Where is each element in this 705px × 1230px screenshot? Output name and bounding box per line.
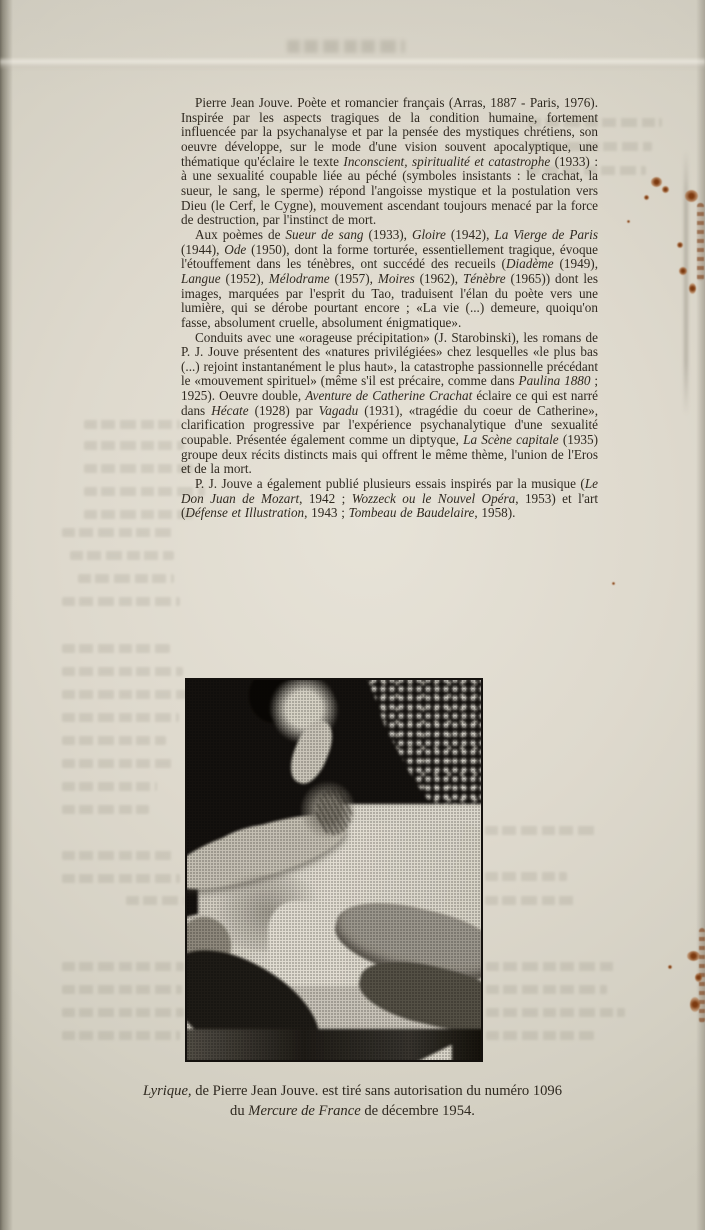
ghost-text-artifact — [62, 667, 183, 676]
foxing-stain — [685, 190, 698, 202]
ghost-text-artifact — [62, 1008, 184, 1017]
ghost-text-artifact — [84, 510, 195, 519]
foxing-stain — [677, 242, 683, 248]
foxing-stain — [695, 973, 702, 982]
ghost-text-artifact — [62, 805, 149, 814]
photo-caption — [0, 1082, 705, 1121]
ghost-text-artifact — [62, 713, 179, 722]
ghost-text-artifact — [62, 597, 180, 606]
ghost-text-artifact — [62, 851, 173, 860]
ghost-text-artifact — [126, 896, 184, 905]
ghost-text-artifact — [62, 759, 174, 768]
caption-line: du Mercure de France de décembre 1954. — [230, 1102, 475, 1119]
photo-halftone-grain — [187, 680, 481, 1060]
foxing-stain — [612, 582, 615, 585]
foxing-stain — [662, 186, 669, 193]
ghost-text-artifact — [84, 441, 184, 450]
article-paragraph: Pierre Jean Jouve. Poète et romancier français (Arras, 1887 - Paris, 1976). Inspirée par les aspects tragiques de la condition humaine, fortement influencée par la psychanalyse et par la pensée des mystiques chrétiens, son oeuvre développe, sur le mode d'une vision souvent apocalyptique, une thématique qu'éclaire le texte Inconscient, spiritualité et catastrophe (1933) : à une sexualité coupable liée au péché (symboles insistants : le crachat, la sueur, le sang, le sperme) répond l'angoisse mystique et la postulation vers Dieu (le Cerf, le Cygne), mouvement ascendant toujours menacé par la force de destruction, par l'instinct de mort. — [181, 96, 598, 228]
ghost-text-artifact — [486, 1008, 625, 1017]
ghost-text-artifact — [62, 874, 180, 883]
ghost-text-artifact — [62, 962, 184, 971]
foxing-stain — [687, 951, 700, 961]
ghost-text-artifact — [62, 985, 182, 994]
page-right-edge-shadow — [696, 0, 705, 1230]
ghost-text-artifact — [486, 985, 607, 994]
article-paragraph: Conduits avec une «orageuse précipitation» (J. Starobinski), les romans de P. J. Jouve présentent des «natures privilégiées» chez lesquelles «le plus bas (...) rejoint instantanément le plus haut», la catastrophe passionnelle précédant le «mouvement spirituel» (même s'il est précaire, comme dans Paulina 1880 ; 1925). Oeuvre double, Aventure de Catherine Crachat éclaire ce qui est narré dans Hécate (1928) par Vagadu (1931), «tragédie du coeur de Catherine», clarification progressive par l'expérience psychanalytique d'une sexualité coupable. Présentée également comme un diptyque, La Scène capitale (1935) groupe deux récits distincts mais qui offrent le même thème, l'union de l'Eros et de la mort. — [181, 329, 598, 477]
foxing-stain — [627, 220, 630, 223]
ghost-text-artifact — [486, 1031, 594, 1040]
paper-crease — [0, 57, 705, 70]
foxing-stain — [689, 283, 696, 294]
ghost-text-artifact — [485, 896, 577, 905]
foxing-stain — [690, 997, 700, 1012]
photograph — [185, 678, 483, 1062]
ghost-text-artifact — [62, 782, 157, 791]
article-paragraph: Aux poèmes de Sueur de sang (1933), Gloire (1942), La Vierge de Paris (1944), Ode (1950), dont la forme torturée, essentiellement tragique, évoque l'étouffement dans les ténèbres, ont succédé des recueils (Diadème (1949), Langue (1952), Mélodrame (1957), Moires (1962), Ténèbre (1965)) dont les images, marquées par l'esprit du Tao, traduisent l'élan du poète vers une lumière, qui se dérobe pourtant encore ; «La vie (...) demeure, quoiqu'on fasse, absolument cruelle, absolument énigmatique». — [181, 226, 598, 330]
article-text — [181, 96, 598, 674]
ghost-text-artifact — [287, 40, 405, 53]
ghost-text-artifact — [84, 420, 180, 429]
foxing-stain — [651, 177, 662, 187]
ghost-text-artifact — [62, 736, 166, 745]
ghost-text-artifact — [486, 962, 617, 971]
ghost-text-artifact — [485, 872, 567, 881]
ghost-text-artifact — [70, 551, 174, 560]
ghost-text-artifact — [78, 574, 174, 583]
foxing-stain — [679, 267, 687, 275]
ghost-text-artifact — [62, 690, 189, 699]
ghost-text-artifact — [62, 1031, 180, 1040]
foxing-stain — [697, 203, 704, 281]
ghost-text-artifact — [62, 528, 174, 537]
article-paragraph: P. J. Jouve a également publié plusieurs essais inspirés par la musique (Le Don Juan de Mozart, 1942 ; Wozzeck ou le Nouvel Opéra, 1953) et l'art (Défense et Illustration, 1943 ; Tombeau de Baudelaire, 1958). — [181, 476, 598, 521]
foxing-stain — [668, 965, 672, 969]
page-left-edge-shadow — [0, 0, 13, 1230]
ghost-text-artifact — [485, 826, 595, 835]
caption-line: Lyrique, de Pierre Jean Jouve. est tiré sans autorisation du numéro 1096 — [142, 1083, 563, 1099]
foxing-stain — [644, 195, 649, 200]
ghost-text-artifact — [62, 644, 170, 653]
